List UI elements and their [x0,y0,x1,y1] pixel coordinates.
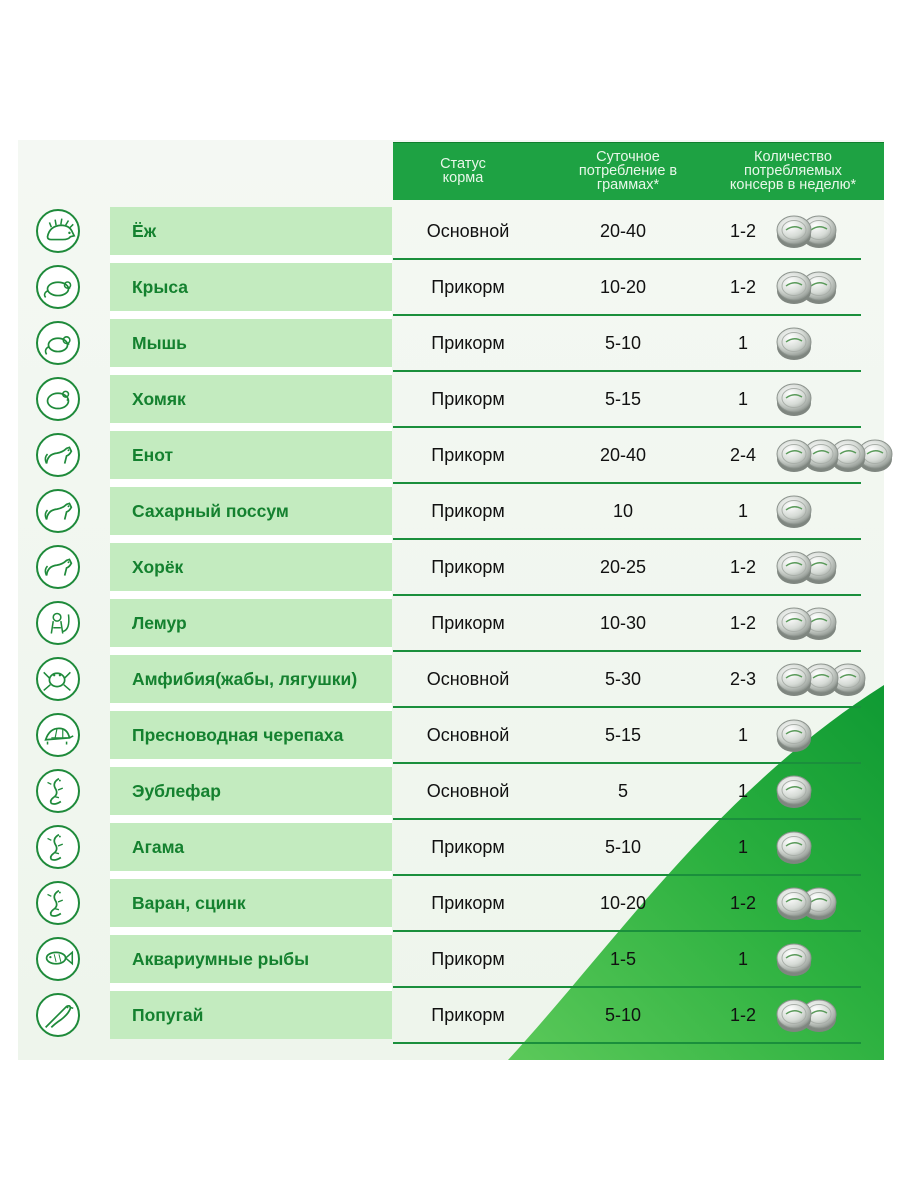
animal-name-cell [110,319,392,367]
rat-icon [36,265,80,309]
daily-grams: 10-20 [599,276,647,297]
table-row [18,539,884,595]
daily-grams: 20-40 [599,444,647,465]
feed-status: Основной [426,220,510,241]
table-row [18,203,884,259]
can-icon [774,267,814,307]
animal-name: Сахарный поссум [132,500,289,521]
animal-name-cell [110,991,392,1039]
weekly-cans: 1-2 [729,612,756,633]
animal-name-cell [110,655,392,703]
animal-name: Ёж [132,220,157,241]
feed-status: Основной [426,724,510,745]
animal-name: Аквариумные рыбы [132,948,310,969]
table-row [18,875,884,931]
daily-grams: 5-15 [604,724,642,745]
animal-name-cell [110,711,392,759]
table-row [18,371,884,427]
header-status: Статус корма [440,156,486,186]
hedgehog-icon [36,209,80,253]
weekly-cans: 1-2 [729,556,756,577]
feed-status: Прикорм [431,332,505,353]
weekly-cans: 1 [737,836,748,857]
feed-status: Прикорм [431,612,505,633]
daily-grams: 5-10 [604,836,642,857]
lizard-icon [36,769,80,813]
animal-name-cell [110,263,392,311]
animal-name: Агама [132,836,185,857]
table-row [18,595,884,651]
mouse-icon [36,321,80,365]
feed-status: Прикорм [431,948,505,969]
daily-grams: 10-20 [599,892,647,913]
hamster-icon [36,377,80,421]
weekly-cans: 1-2 [729,220,756,241]
table-row [18,483,884,539]
can-icon [774,603,814,643]
animal-name-cell [110,487,392,535]
weekly-cans: 1 [737,500,748,521]
animal-name-cell [110,767,392,815]
animal-name: Варан, сцинк [132,892,246,913]
feed-status: Прикорм [431,1004,505,1025]
animal-name: Пресноводная черепаха [132,724,344,745]
frog-icon [36,657,80,701]
weekly-cans: 2-3 [729,668,756,689]
animal-name: Мышь [132,332,187,353]
can-icon [774,379,814,419]
lizard-icon [36,881,80,925]
turtle-icon [36,713,80,757]
daily-grams: 5-15 [604,388,642,409]
raccoon-icon [36,433,80,477]
weekly-cans: 2-4 [729,444,756,465]
can-icon [774,491,814,531]
feed-status: Прикорм [431,276,505,297]
feed-status: Основной [426,668,510,689]
animal-name: Лемур [132,612,187,633]
animal-name-cell [110,879,392,927]
feed-status: Прикорм [431,500,505,521]
animal-name-cell [110,823,392,871]
table-row [18,707,884,763]
daily-grams: 5-30 [604,668,642,689]
animal-name: Хомяк [132,388,186,409]
animal-name-cell [110,207,392,255]
daily-grams: 5 [617,780,628,801]
table-row [18,259,884,315]
possum-icon [36,489,80,533]
animal-name: Эублефар [132,780,221,801]
animal-name-cell [110,543,392,591]
feed-status: Прикорм [431,444,505,465]
weekly-cans: 1-2 [729,1004,756,1025]
daily-grams: 20-40 [599,220,647,241]
feed-status: Прикорм [431,388,505,409]
lemur-icon [36,601,80,645]
animal-name: Крыса [132,276,188,297]
lizard-icon [36,825,80,869]
can-icon [774,659,814,699]
can-icon [774,939,814,979]
fish-icon [36,937,80,981]
can-icon [774,995,814,1035]
can-icon [774,715,814,755]
animal-name: Амфибия(жабы, лягушки) [132,668,358,689]
table-row [18,987,884,1043]
weekly-cans: 1 [737,388,748,409]
feed-status: Прикорм [431,892,505,913]
can-icon [774,883,814,923]
feed-status: Прикорм [431,556,505,577]
weekly-cans: 1 [737,332,748,353]
can-icon [774,211,814,251]
daily-grams: 5-10 [604,1004,642,1025]
weekly-cans: 1 [737,948,748,969]
daily-grams: 10 [612,500,634,521]
table-row [18,931,884,987]
daily-grams: 1-5 [609,948,636,969]
weekly-cans: 1-2 [729,892,756,913]
animal-name-cell [110,935,392,983]
feed-status: Основной [426,780,510,801]
can-icon [774,771,814,811]
ferret-icon [36,545,80,589]
animal-name-cell [110,599,392,647]
table-row [18,427,884,483]
can-icon [774,323,814,363]
can-icon [774,547,814,587]
weekly-cans: 1-2 [729,276,756,297]
animal-name: Енот [132,444,174,465]
weekly-cans: 1 [737,780,748,801]
animal-name-cell [110,375,392,423]
can-icon [774,435,814,475]
row-divider [393,1042,861,1044]
header-daily-intake: Суточное потребление в граммах* [578,149,678,193]
daily-grams: 10-30 [599,612,647,633]
weekly-cans: 1 [737,724,748,745]
animal-name: Хорёк [132,556,184,577]
animal-name-cell [110,431,392,479]
header-weekly-cans: Количество потребляемых консерв в неделю* [729,149,857,193]
table-row [18,651,884,707]
animal-name: Попугай [132,1004,204,1025]
table-row [18,315,884,371]
table-header [393,142,884,200]
daily-grams: 5-10 [604,332,642,353]
table-row [18,763,884,819]
table-row [18,819,884,875]
feed-status: Прикорм [431,836,505,857]
can-icon [774,827,814,867]
daily-grams: 20-25 [599,556,647,577]
parrot-icon [36,993,80,1037]
